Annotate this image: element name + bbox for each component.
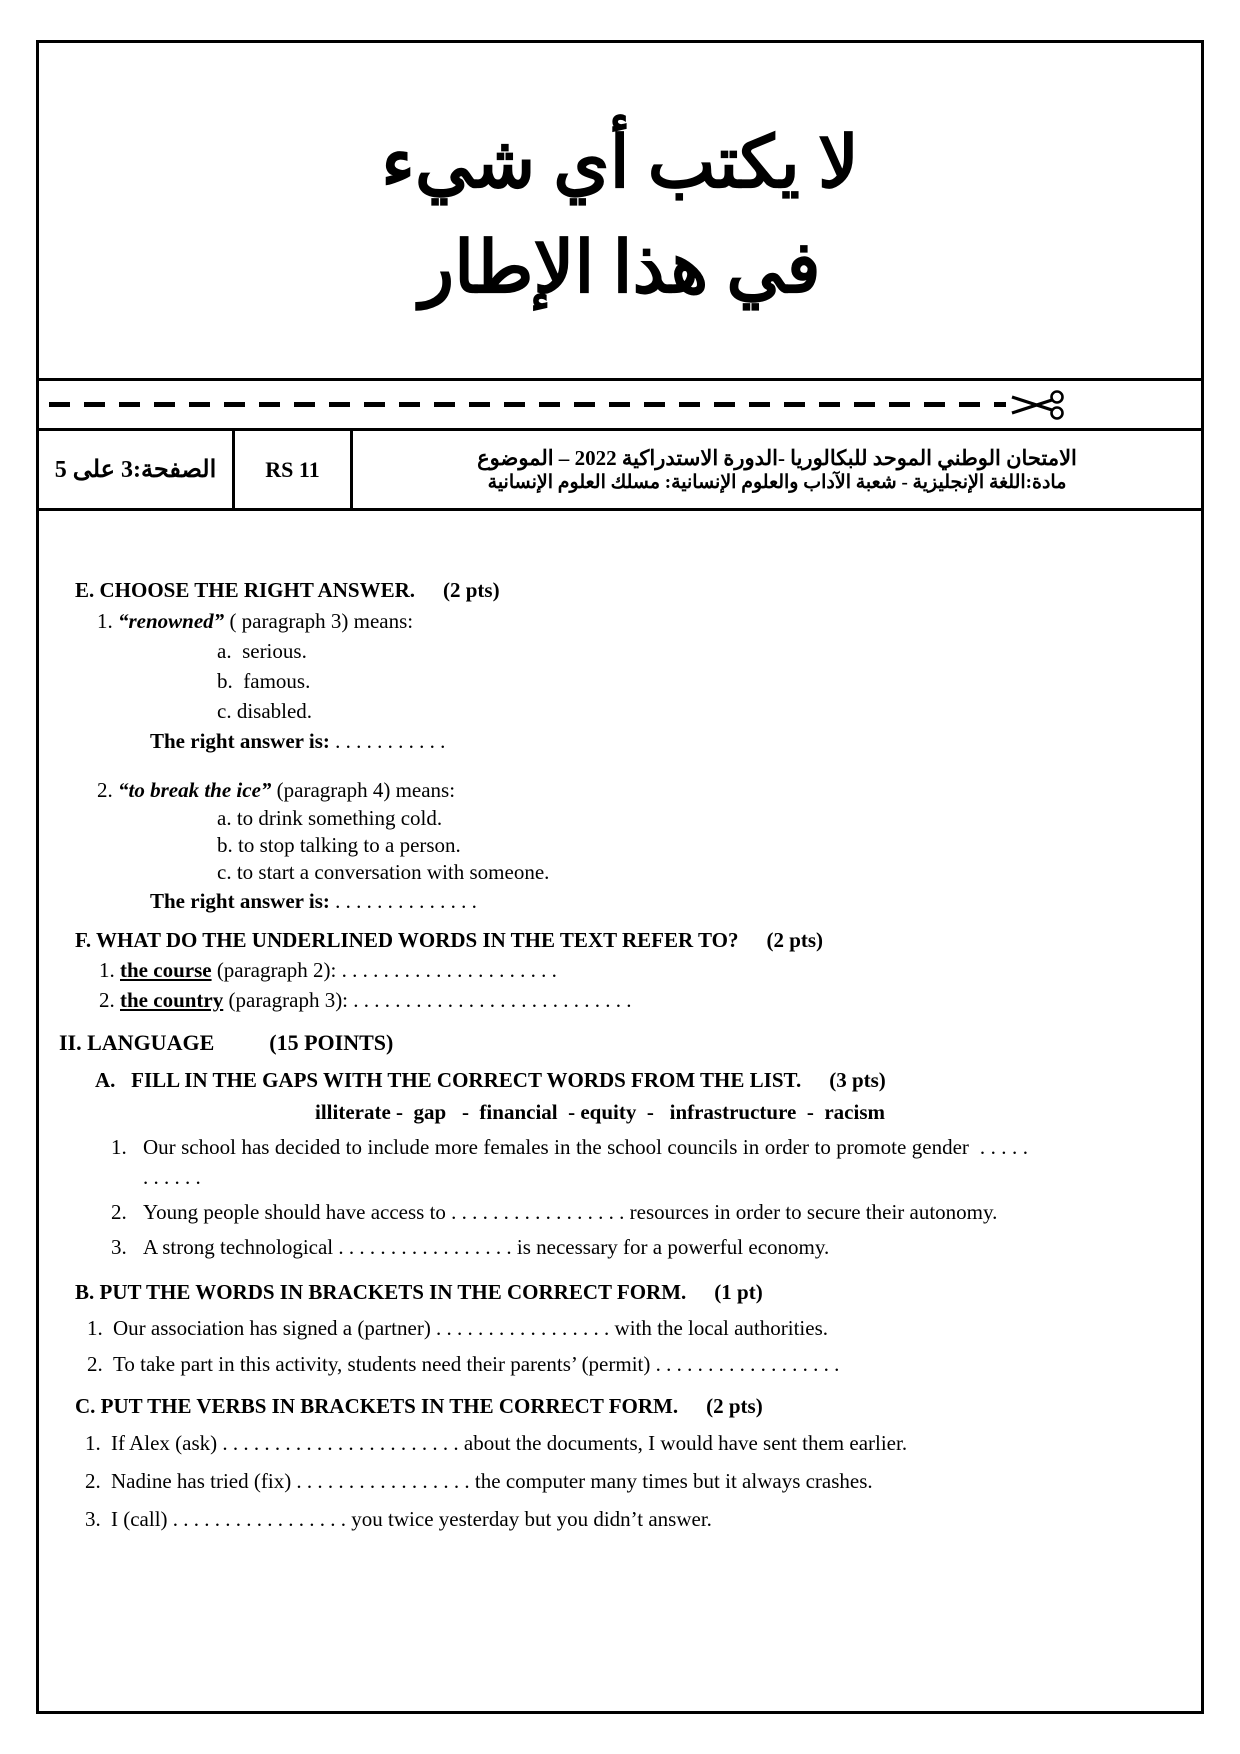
section-e-title: E. CHOOSE THE RIGHT ANSWER.	[75, 578, 415, 602]
c3-number: 3.	[85, 1507, 101, 1531]
section-a-points: (3 pts)	[829, 1068, 886, 1092]
option-e1-c: c. disabled.	[217, 699, 313, 723]
f1-number: 1.	[99, 958, 115, 982]
section-a-item-2	[111, 1197, 1141, 1227]
section-c-item-2	[85, 1466, 1141, 1497]
dashed-cut-line	[49, 402, 1006, 407]
do-not-write-line2: في هذا الإطار	[419, 227, 821, 308]
section-a-heading	[95, 1065, 1141, 1095]
b1-number: 1.	[87, 1316, 103, 1340]
do-not-write-box	[39, 43, 1201, 381]
question-e1	[97, 606, 1141, 636]
section-f-item-2	[99, 985, 1141, 1015]
b2-number: 2.	[87, 1352, 103, 1376]
language-points: (15 POINTS)	[269, 1030, 394, 1055]
language-heading	[59, 1028, 1141, 1058]
section-b-title: B. PUT THE WORDS IN BRACKETS IN THE CORRECT FORM.	[75, 1280, 687, 1304]
option-e1-a: a. serious.	[217, 639, 307, 663]
question-e2-text: (paragraph 4) means:	[276, 778, 456, 802]
section-f-points: (2 pts)	[766, 928, 824, 952]
section-c-points: (2 pts)	[706, 1394, 763, 1418]
option-e1-b: b. famous.	[217, 669, 311, 693]
section-e-heading	[75, 575, 1141, 605]
question-e1-text: ( paragraph 3) means:	[229, 609, 414, 633]
c3-text: I (call) . . . . . . . . . . . . . . . . . you twice yesterday but you didn’t answer.	[111, 1507, 712, 1531]
page-frame	[36, 40, 1204, 1714]
c2-number: 2.	[85, 1469, 101, 1493]
section-e-points: (2 pts)	[443, 578, 500, 602]
question-e2	[97, 775, 1141, 805]
a3-number: 3.	[111, 1235, 127, 1259]
section-b-item-1	[87, 1313, 1141, 1343]
answer-line-e2	[150, 886, 1141, 916]
exam-title-cell	[353, 431, 1201, 508]
exam-header	[39, 431, 1201, 511]
b1-text: Our association has signed a (partner) . . . . . . . . . . . . . . . . . with the local authorities.	[113, 1316, 829, 1340]
answer-label-e1: The right answer is:	[150, 729, 330, 753]
cut-line-strip	[39, 381, 1201, 431]
c1-number: 1.	[85, 1431, 101, 1455]
f1-term: the course	[120, 958, 212, 982]
f2-number: 2.	[99, 988, 115, 1012]
word-list: illiterate - gap - financial - equity - infrastructure - racism	[314, 1100, 885, 1124]
exam-title-line2: مادة:اللغة الإنجليزية - شعبة الآداب والعلوم الإنسانية: مسلك العلوم الإنسانية	[487, 471, 1067, 493]
answer-line-e1	[150, 726, 1141, 756]
section-b-item-2	[87, 1349, 1141, 1379]
answer-blank-e2: . . . . . . . . . . . . . .	[335, 889, 477, 913]
exam-body	[39, 511, 1201, 1711]
question-e1-options	[59, 636, 1141, 726]
section-a-item-3	[111, 1232, 1141, 1262]
section-f-heading	[75, 925, 1141, 955]
c1-text: If Alex (ask) . . . . . . . . . . . . . . . . . . . . . . . about the documents, I would have sent them earlier.	[111, 1431, 908, 1455]
a2-number: 2.	[111, 1200, 127, 1224]
a1-text: Our school has decided to include more females in the school councils in order to promote gender . . . . . . . . . . .	[143, 1135, 1028, 1189]
f2-term: the country	[120, 988, 224, 1012]
scissors-icon	[1010, 389, 1066, 421]
option-e2-c: c. to start a conversation with someone.	[217, 860, 550, 884]
a2-text: Young people should have access to . . . . . . . . . . . . . . . . . resources in order to secure their autonomy.	[143, 1200, 998, 1224]
section-a-item-1	[111, 1132, 1141, 1192]
option-e2-a: a. to drink something cold.	[217, 806, 443, 830]
question-e1-number: 1.	[97, 609, 113, 633]
section-b-heading	[75, 1277, 1141, 1307]
section-a-title: A. FILL IN THE GAPS WITH THE CORRECT WORDS FROM THE LIST.	[95, 1068, 802, 1092]
question-e2-options	[59, 805, 1141, 886]
answer-blank-e1: . . . . . . . . . . .	[335, 729, 446, 753]
section-f-title: F. WHAT DO THE UNDERLINED WORDS IN THE TEXT REFER TO?	[75, 928, 739, 952]
a3-text: A strong technological . . . . . . . . . . . . . . . . . is necessary for a powerful economy.	[143, 1235, 830, 1259]
f1-blank: (paragraph 2): . . . . . . . . . . . . . . . . . . . . .	[216, 958, 557, 982]
f2-blank: (paragraph 3): . . . . . . . . . . . . . . . . . . . . . . . . . . .	[228, 988, 632, 1012]
section-b-points: (1 pt)	[714, 1280, 763, 1304]
exam-title-line1: الامتحان الوطني الموحد للبكالوريا -الدورة الاستدراكية 2022 – الموضوع	[477, 445, 1077, 470]
do-not-write-line1: لا يكتب أي شيء	[381, 123, 859, 204]
exam-code-cell: RS 11	[235, 431, 353, 508]
page-number-cell: الصفحة:3 على 5	[39, 431, 235, 508]
option-e2-b: b. to stop talking to a person.	[217, 833, 461, 857]
b2-text: To take part in this activity, students need their parents’ (permit) . . . . . . . . . . . . . . . . . .	[113, 1352, 840, 1376]
c2-text: Nadine has tried (fix) . . . . . . . . . . . . . . . . . the computer many times but it always crashes.	[111, 1469, 873, 1493]
section-c-item-1	[85, 1428, 1141, 1459]
answer-label-e2: The right answer is:	[150, 889, 330, 913]
section-f-item-1	[99, 955, 1141, 985]
question-e2-number: 2.	[97, 778, 113, 802]
question-e1-term: “renowned”	[118, 609, 225, 633]
language-title: II. LANGUAGE	[59, 1030, 215, 1055]
section-c-heading	[75, 1391, 1141, 1421]
question-e2-term: “to break the ice”	[118, 778, 272, 802]
section-c-title: C. PUT THE VERBS IN BRACKETS IN THE CORRECT FORM.	[75, 1394, 679, 1418]
section-c-item-3	[85, 1504, 1141, 1535]
a1-number: 1.	[111, 1135, 127, 1159]
